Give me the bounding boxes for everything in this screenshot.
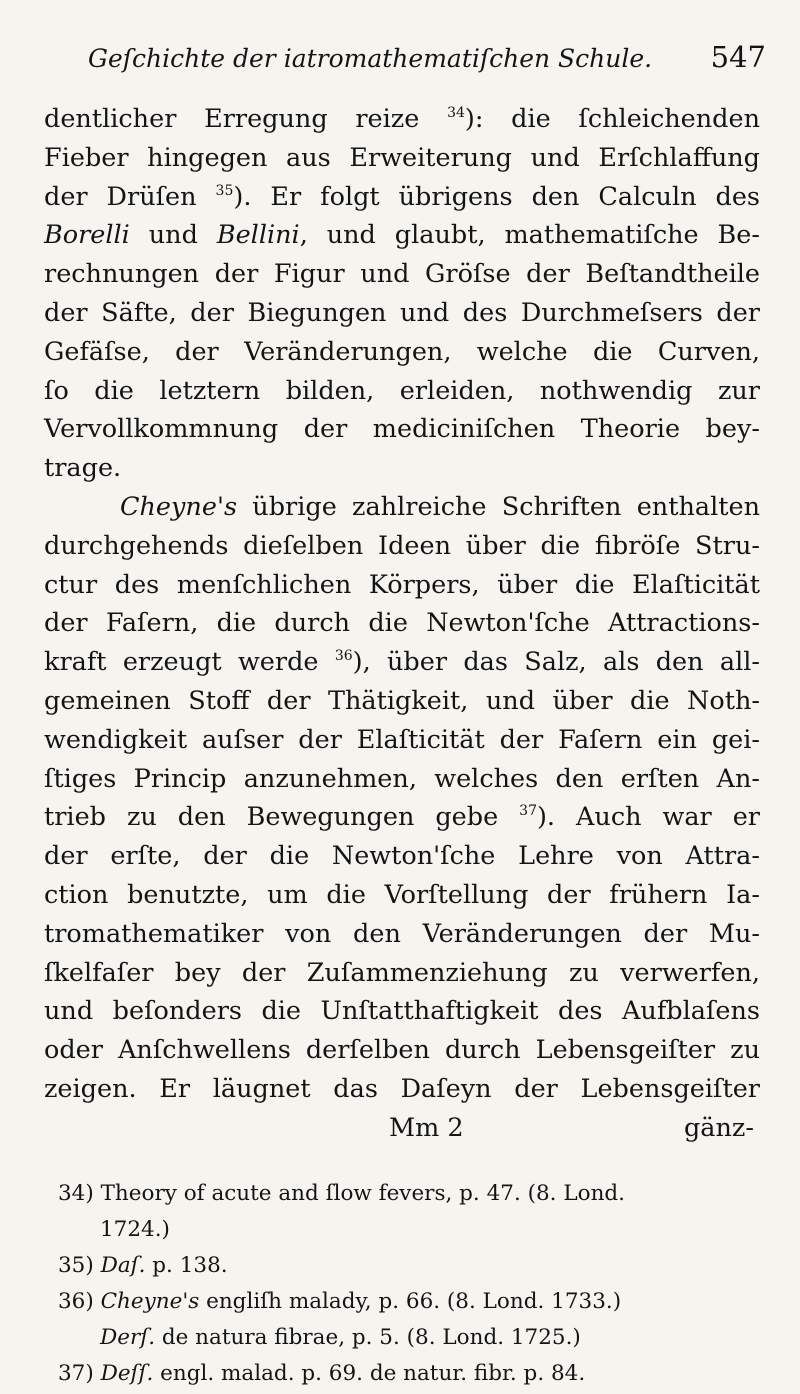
footnote-abbrev: Daſ.: [100, 1253, 146, 1278]
footnote-ref: 35: [215, 182, 234, 199]
footnote-34: [58, 1176, 758, 1212]
footnote-ref: 37: [519, 803, 537, 820]
text-line: [44, 798, 760, 837]
text-line: trage.: [44, 453, 122, 484]
text-line: Fieber hingegen aus Erweiterung und Erſchlaffung: [44, 142, 760, 173]
footnote-author: Cheyne's: [100, 1289, 200, 1314]
footnote-ref: 36: [334, 648, 353, 665]
footnote-34-continued: 1724.): [100, 1217, 170, 1242]
person-name: Borelli: [44, 220, 130, 251]
text-span: ). Er folgt übrigens den Calculn des: [233, 181, 760, 212]
text-line: ſo die letztern bilden, erleiden, nothwendig zur: [44, 375, 760, 406]
text-line: ction benutzte, um die Vorſtellung der frühern Ia-: [44, 879, 760, 910]
footnote-ref: 34: [447, 105, 465, 121]
text-span: ): die ſchleichenden: [464, 104, 761, 134]
text-line: rechnungen der Figur und Gröſse der Beſtandtheile: [44, 259, 760, 290]
text-line: [44, 100, 760, 139]
text-line: Vervollkommnung der mediciniſchen Theorie bey-: [44, 414, 760, 445]
signature-mark: Mm 2: [389, 1112, 464, 1143]
text-line: ſkelfaſer bey der Zuſammenziehung zu verwerfen,: [44, 957, 760, 988]
text-line: [44, 216, 760, 255]
text-line: wendigkeit auſser der Elaſticität der Faſern ein gei-: [44, 724, 760, 755]
text-line: der erſte, der die Newton'ſche Lehre von Attra-: [44, 841, 760, 872]
text-span: dentlicher Erregung reize: [44, 104, 420, 134]
text-line: der Faſern, die durch die Newton'ſche Attractions-: [44, 608, 760, 639]
footnote-35: [58, 1248, 758, 1284]
text-line: zeigen. Er läugnet das Daſeyn der Lebensgeiſter: [44, 1073, 760, 1104]
text-line: ctur des menſchlichen Körpers, über die Elaſticität: [44, 569, 760, 600]
footnote-36-continued: [58, 1320, 758, 1356]
footnote-text: de natura fibrae, p. 5. (8. Lond. 1725.): [155, 1325, 581, 1350]
text-line: ſtiges Princip anzunehmen, welches den erſten An-: [44, 763, 760, 794]
footnote-text: engliſh malady, p. 66. (8. Lond. 1733.): [199, 1289, 622, 1314]
text-line: tromathematiker von den Veränderungen der Mu-: [44, 918, 760, 949]
text-line: Gefäſse, der Veränderungen, welche die Curven,: [44, 336, 760, 367]
signature-line: [44, 1109, 760, 1148]
text-line: oder Anſchwellens derſelben durch Lebensgeiſter zu: [44, 1035, 760, 1066]
text-span: übrige zahlreiche Schriften enthalten: [237, 491, 760, 522]
person-name: Bellini: [216, 220, 300, 251]
body-text: [44, 100, 760, 1148]
person-name: Cheyne's: [120, 491, 238, 522]
footnotes: [58, 1176, 758, 1392]
text-line: [44, 643, 760, 682]
text-line: und beſonders die Unſtatthaftigkeit des Aufblaſens: [44, 996, 760, 1027]
text-span: trieb zu den Bewegungen gebe: [44, 802, 499, 833]
text-span: kraft erzeugt werde: [44, 647, 319, 678]
footnote-number: 36): [58, 1289, 94, 1314]
footnote-36: [58, 1284, 758, 1320]
footnote-abbrev: Derſ.: [100, 1325, 156, 1350]
footnote-37: [58, 1356, 758, 1392]
text-span: und: [129, 220, 217, 251]
footnote-text: p. 138.: [145, 1253, 228, 1278]
running-title: Geſchichte der iatromathematiſchen Schule.: [88, 44, 653, 73]
text-span: der Drüſen: [44, 181, 197, 212]
catchword: gänz-: [683, 1112, 754, 1143]
footnote-number: 35): [58, 1253, 94, 1278]
text-span: ), über das Salz, als den all-: [352, 647, 760, 678]
text-span: ). Auch war er: [536, 802, 760, 833]
footnote-text: Theory of acute and ſlow fevers, p. 47. (8. Lond.: [100, 1181, 626, 1206]
text-line: [44, 488, 760, 527]
text-line: gemeinen Stoff der Thätigkeit, und über die Noth-: [44, 685, 760, 716]
text-line: [44, 178, 760, 217]
running-header: [88, 40, 766, 74]
footnote-abbrev: Deſſ.: [100, 1361, 154, 1386]
text-line: durchgehends dieſelben Ideen über die fibröſe Stru-: [44, 530, 760, 561]
footnote-number: 34): [58, 1181, 94, 1206]
footnote-text: engl. malad. p. 69. de natur. fibr. p. 84.: [153, 1361, 586, 1386]
footnote-number: 37): [58, 1361, 94, 1386]
page-number: 547: [710, 40, 766, 74]
text-span: , und glaubt, mathematiſche Be-: [299, 220, 760, 251]
text-line: der Säfte, der Biegungen und des Durchmeſsers der: [44, 297, 760, 328]
